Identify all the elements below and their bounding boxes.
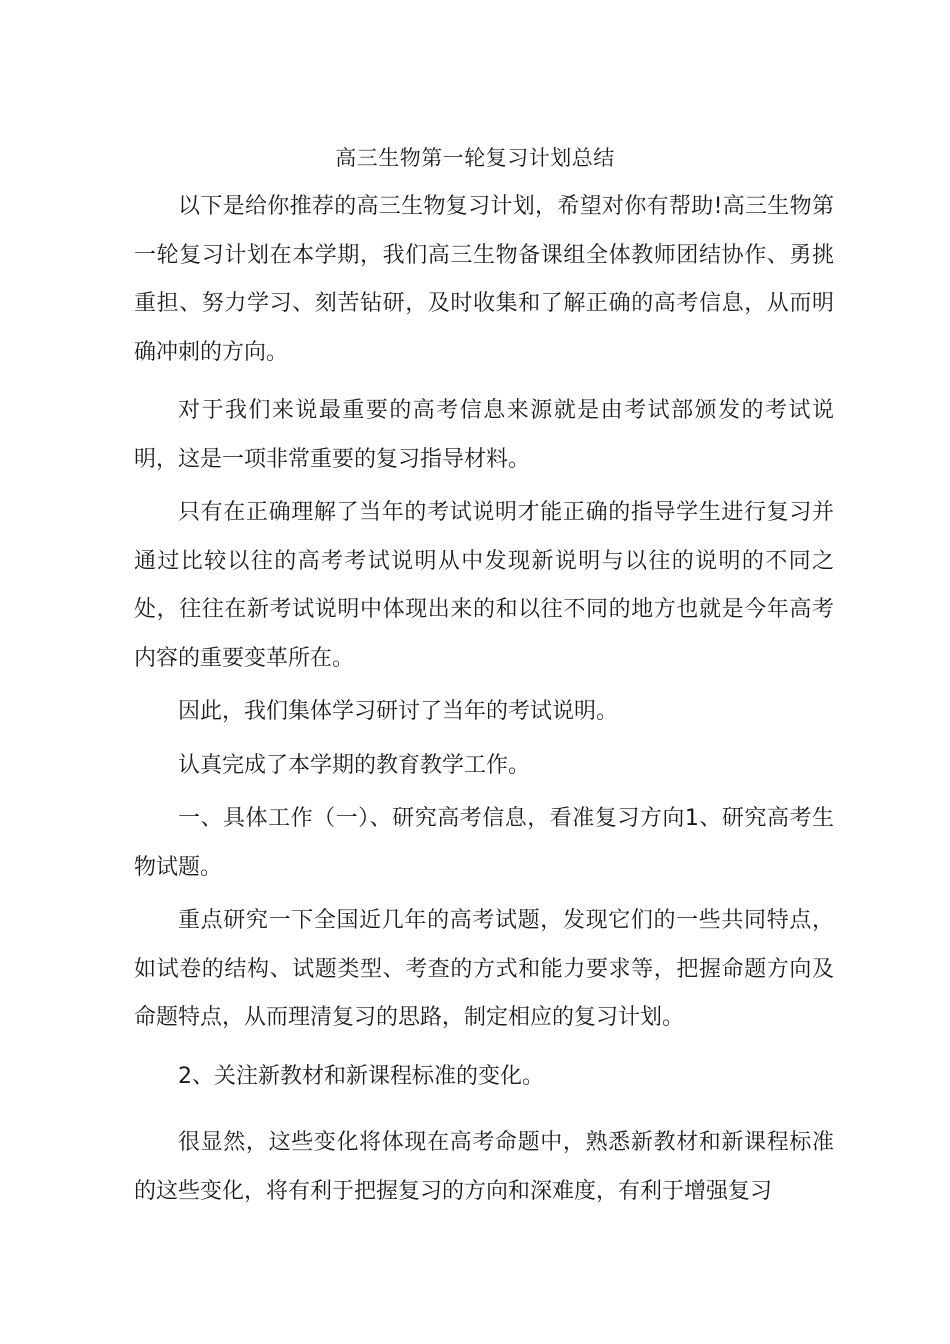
paragraph-complete-work: 认真完成了本学期的教育教学工作。 [178, 752, 531, 778]
paragraph-new-textbook: 2、关注新教材和新课程标准的变化。 [178, 1063, 544, 1089]
document-body [134, 183, 834, 1216]
paragraph-exam-info: 对于我们来说最重要的高考信息来源就是由考试部颁发的考试说明，这是一项非常重要的复习指导材料。 [134, 398, 834, 472]
paragraph-exam-guide: 只有在正确理解了当年的考试说明才能正确的指导学生进行复习并通过比较以往的高考考试说明从中发现新说明与以往的说明的不同之处，往往在新考试说明中体现出来的和以往不同的地方也就是今年高考内容的重要变革所在。 [134, 500, 834, 671]
paragraph-research: 重点研究一下全国近几年的高考试题，发现它们的一些共同特点，如试卷的结构、试题类型、考查的方式和能力要求等，把握命题方向及命题特点，从而理清复习的思路，制定相应的复习计划。 [134, 908, 834, 1030]
document-title: 高三生物第一轮复习计划总结 [335, 146, 615, 170]
paragraph-changes: 很显然，这些变化将体现在高考命题中，熟悉新教材和新课程标准的这些变化，将有利于把握复习的方向和深难度，有利于增强复习 [134, 1130, 834, 1204]
paragraph-section-one: 一、具体工作（一）、研究高考信息，看准复习方向1、研究高考生物试题。 [134, 806, 834, 880]
paragraph-intro: 以下是给你推荐的高三生物复习计划，希望对你有帮助!高三生物第一轮复习计划在本学期，我们高三生物备课组全体教师团结协作、勇挑重担、努力学习、刻苦钻研，及时收集和了解正确的高考信息，从而明确冲刺的方向。 [134, 194, 834, 365]
paragraph-study: 因此，我们集体学习研讨了当年的考试说明。 [178, 699, 619, 724]
